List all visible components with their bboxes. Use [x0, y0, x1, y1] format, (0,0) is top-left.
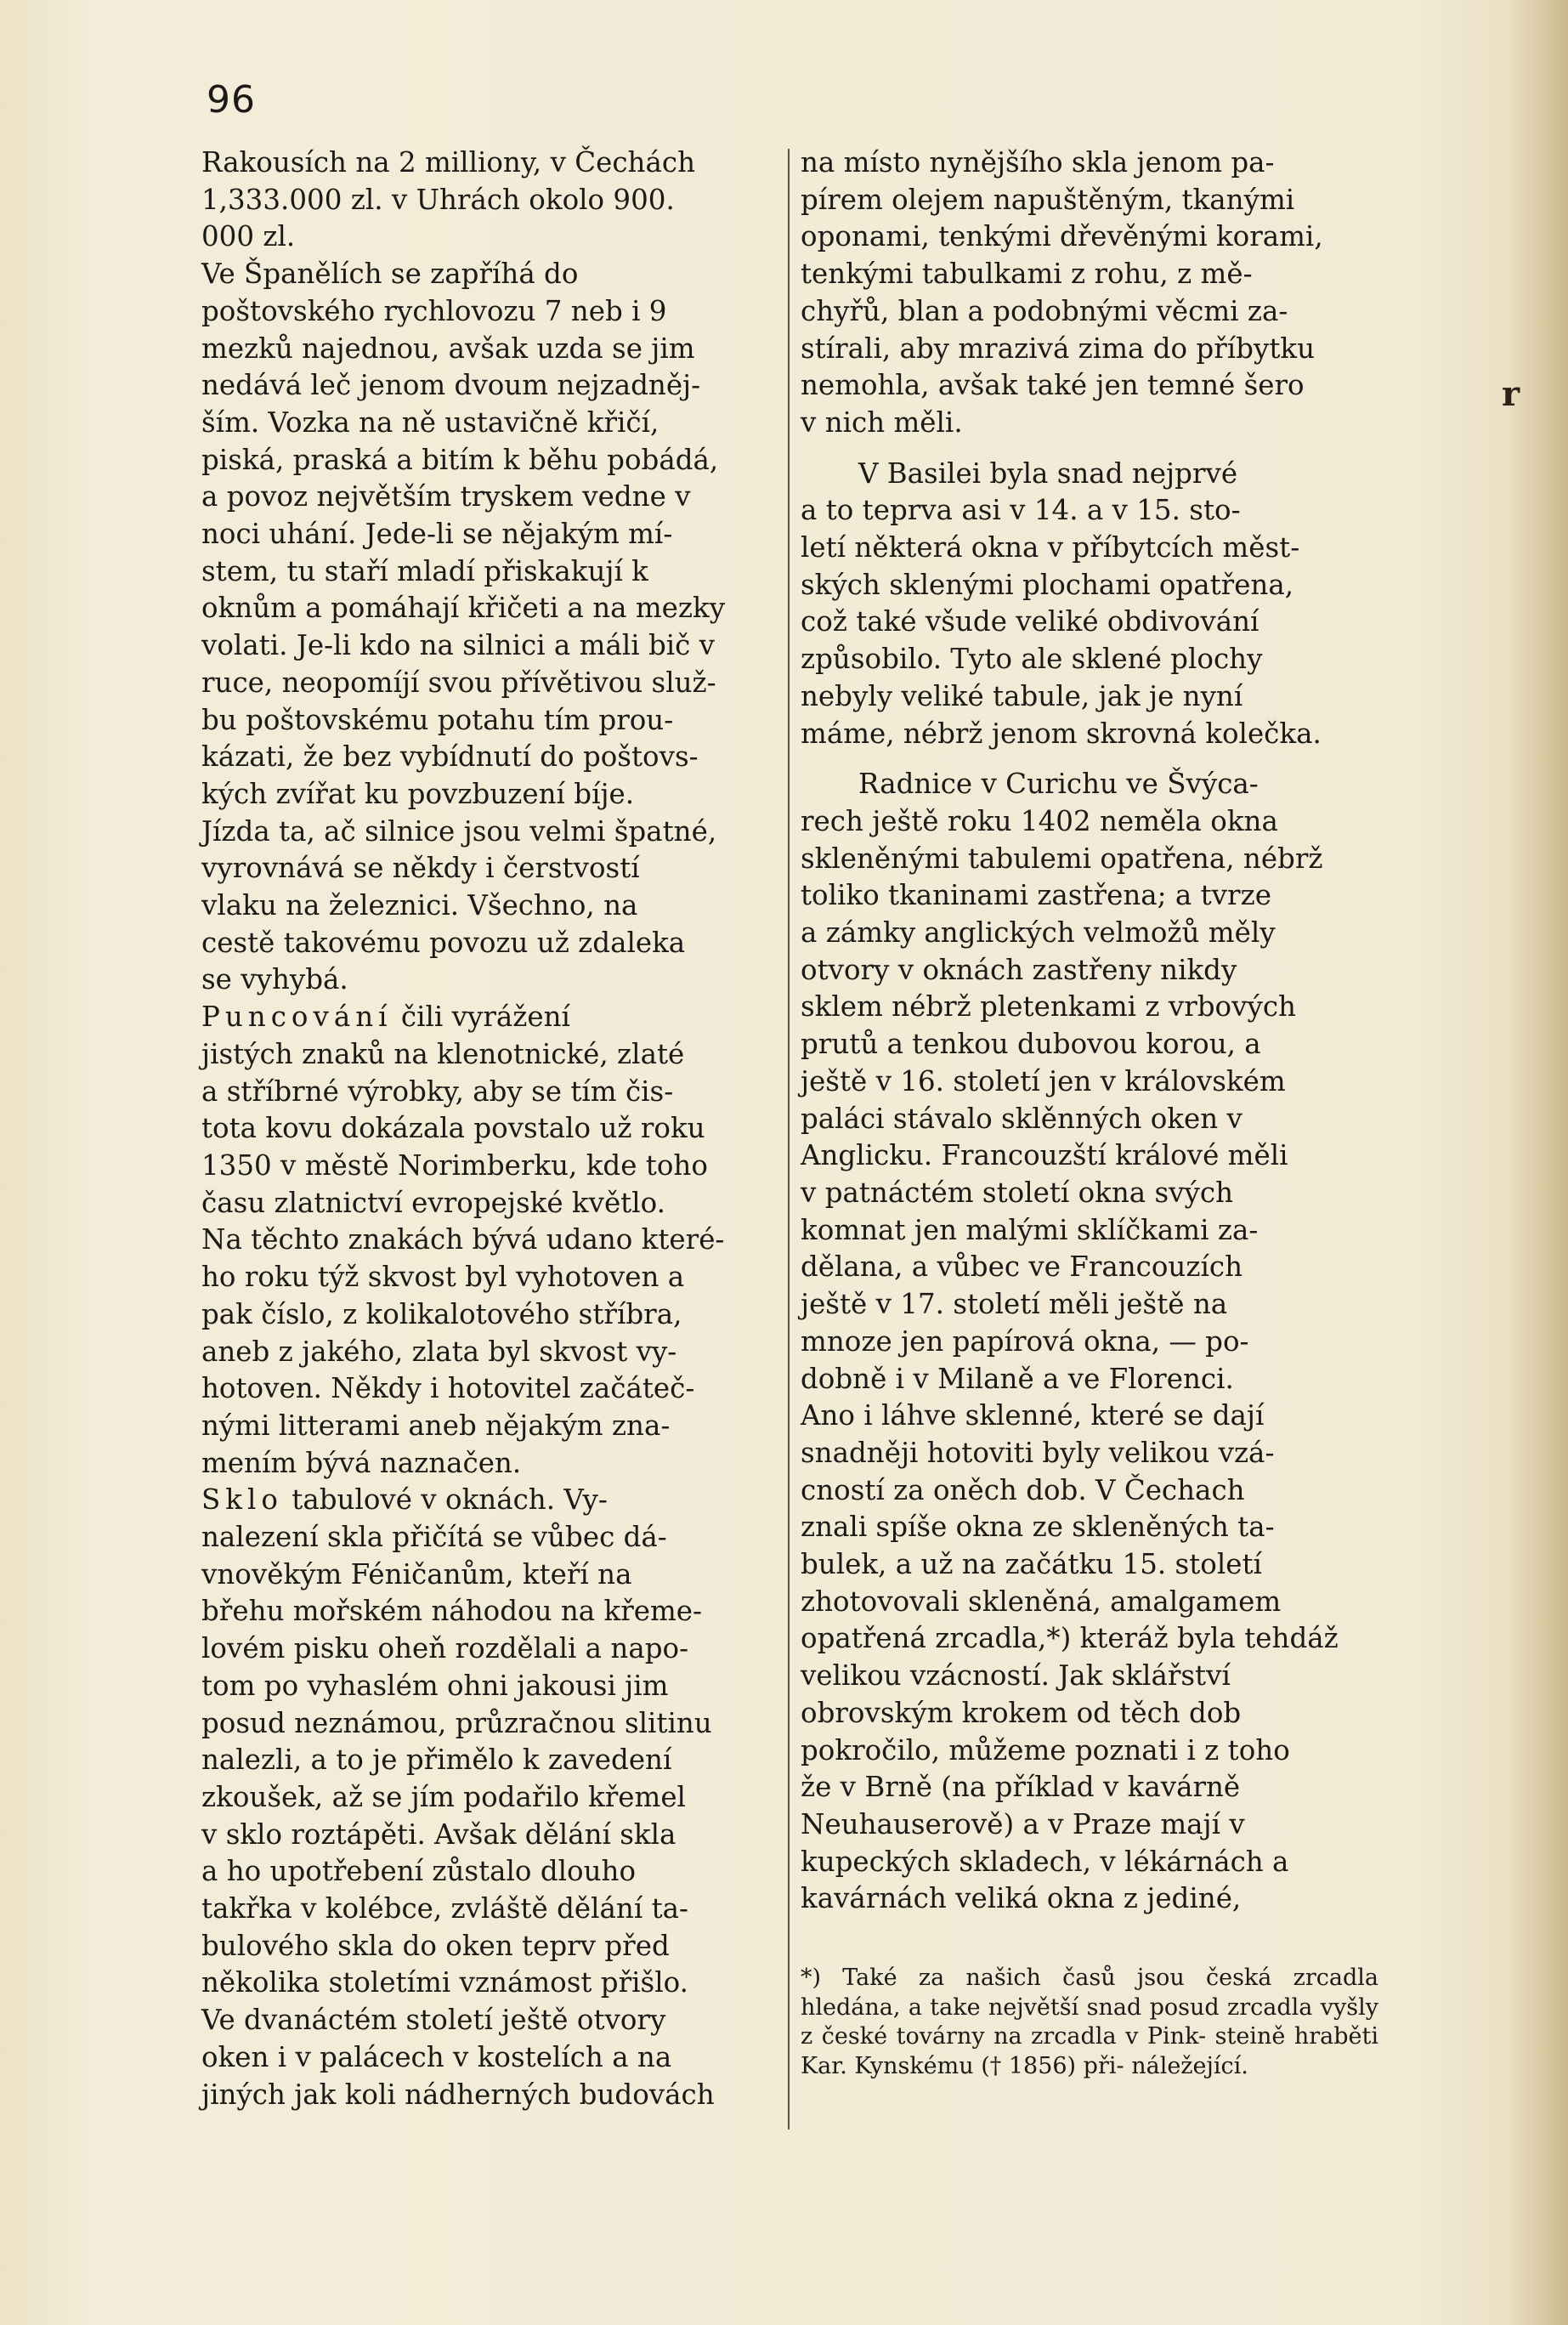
page-number: 96 — [207, 78, 256, 122]
term-puncovani: Puncování — [201, 1001, 393, 1034]
right-paragraph-2: V Basilei byla snad nejprvé a to teprva asi v 14. a v 15. sto- letí některá okna v příbytcích měst- ských sklenými plochami opatřena, což také všude veliké obdivování způsobilo. Tyto ale sklené plochy nebyly veliké tabule, jak je nyní máme, nébrž jenom skrovná kolečka. — [801, 456, 1322, 750]
left-paragraph-puncovani — [201, 999, 779, 1482]
margin-mark: r — [1502, 374, 1520, 414]
right-column-text — [801, 145, 1378, 1918]
left-column — [201, 145, 779, 2113]
left-paragraph-2: Ve Španělích se zapříhá do poštovského rychlovozu 7 neb i 9 mezků najednou, avšak uzda se jim nedává leč jenom dvoum nejzadněj- ším. Vozka na ně ustavičně křičí, piská, praská a bitím k běhu pobádá, a povoz největším tryskem vedne v noci uhání. Jede-li se nějakým mí- stem, tu staří mladí přiskakují k oknům a pomáhají křičeti a na mezky volati. Je-li kdo na silnici a máli bič v ruce, neopomíjí svou přívětivou služ- bu poštovskému potahu tím prou- kázati, že bez vybídnutí do poštovs- kých zvířat ku povzbuzení bíje. Jízda ta, ač silnice jsou velmi špatné, vyrovnává se někdy i čerstvostí vlaku na železnici. Všechno, na cestě takovému povozu už zdaleka se vyhybá. — [201, 258, 726, 996]
column-divider — [788, 149, 790, 2129]
page-edge-shadow — [1509, 0, 1568, 2325]
puncovani-text: čili vyrážení jistých znaků na klenotnické, zlaté a stříbrné výrobky, aby se tím čis- tota kovu dokázala povstalo už roku 1350 v městě Norimberku, kde toho času zlatnictví evropejské květlo. Na těchto znakách bývá udano které- ho roku týž skvost byl vyhotoven a pak číslo, z kolikalotového stříbra, aneb z jakého, zlata byl skvost vy- hotoven. Někdy i hotovitel začáteč- nými litterami aneb nějakým zna- mením bývá naznačen. — [201, 1001, 725, 1479]
right-paragraph-1: na místo nynějšího skla jenom pa- pírem olejem napuštěným, tkanými oponami, tenkými dřevěnými korami, tenkými tabulkami z rohu, z mě- chyřů, blan a podobnými věcmi za- stírali, aby mrazivá zima do příbytku nemohla, avšak také jen temné šero v nich měli. — [801, 146, 1323, 439]
term-sklo: Sklo — [201, 1483, 283, 1517]
left-paragraph-1: Rakousích na 2 milliony, v Čechách 1,333.000 zl. v Uhrách okolo 900. 000 zl. — [201, 146, 696, 253]
right-paragraph-3: Radnice v Curichu ve Švýca- rech ještě roku 1402 neměla okna skleněnými tabulemi opatřena, nébrž toliko tkaninami zastřena; a tvrze a zámky anglických velmožů měly otvory v oknách zastřeny nikdy sklem nébrž pletenkami z vrbových prutů a tenkou dubovou korou, a ještě v 16. století jen v královském paláci stávalo sklěnných oken v Anglicku. Francouzští králové měli v patnáctém století okna svých komnat jen malými sklíčkami za- dělana, a vůbec ve Francouzích ještě v 17. století měli ještě na mnoze jen papírová okna, — po- dobně i v Milaně a ve Florenci. Ano i láhve sklenné, které se dají snadněji hotoviti byly velikou vzá- cností za oněch dob. V Čechach znali spíše okna ze skleněných ta- bulek, a už na začátku 15. století zhotovovali skleněná, amalgamem opatřená zrcadla,*) kteráž byla tehdáž velikou vzácností. Jak sklářství obrovským krokem od těch dob pokročilo, můžeme poznati i z toho že v Brně (na příklad v kavárně Neuhauserově) a v Praze mají v kupeckých skladech, v lékárnách a kavárnách veliká okna z jediné, — [801, 768, 1339, 1915]
sklo-text: tabulové v oknách. Vy- nalezení skla přičítá se vůbec dá- vnověkým Féničanům, kteří na břehu mořském náhodou na křeme- lovém pisku oheň rozdělali a napo- tom po vyhaslém ohni jakousi jim posud neznámou, průzračnou slitinu nalezli, a to je přimělo k zavedení zkoušek, až se jím podařilo křemel v sklo roztápěti. Avšak dělání skla a ho upotřebení zůstalo dlouho takřka v kolébce, zvláště dělání ta- bulového skla do oken teprv před několika stoletími vznámost přišlo. Ve dvanáctém století ještě otvory oken i v palácech v kostelích a na jiných jak koli nádherných budovách — [201, 1483, 715, 2111]
footnote: *) Také za našich časů jsou česká zrcadla hledána, a take největší snad posud zrcadla vyšly z české továrny na zrcadla v Pink- steině hraběti Kar. Kynskému († 1856) při- náležející. — [801, 1965, 1378, 2079]
left-paragraph-sklo — [201, 1482, 779, 2113]
